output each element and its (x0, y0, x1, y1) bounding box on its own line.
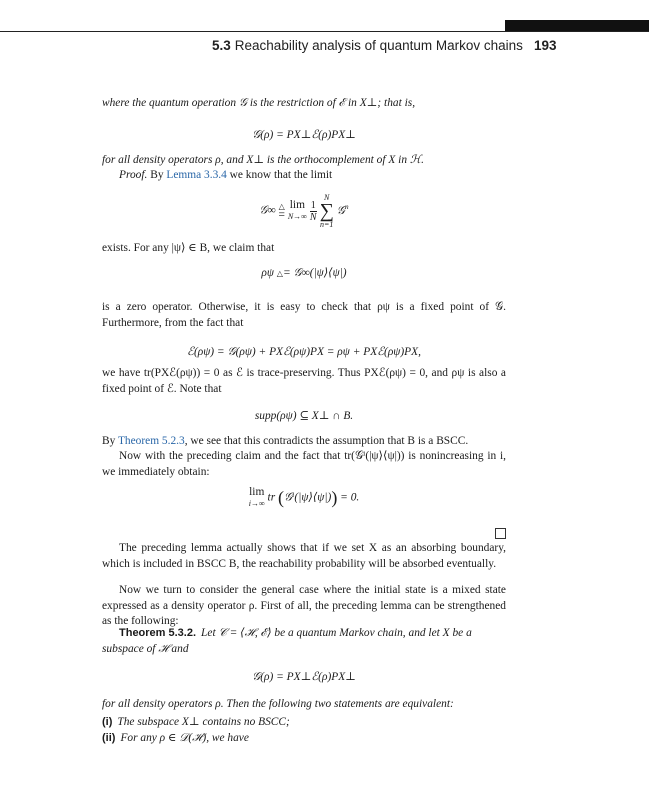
theorem-label: Theorem 5.3.2. (119, 627, 197, 639)
defined-as: △ = (278, 202, 285, 221)
para-trace: we have tr(PXℰ(ρψ)) = 0 as ℰ is trace-preserving. Thus PXℰ(ρψ) = 0, and ρψ is also a fixed point of ℰ. Note that (102, 367, 506, 395)
g-infinity: 𝒢∞ (259, 204, 276, 217)
para-exists: exists. For any |ψ⟩ ∈ B, we claim that (102, 242, 275, 254)
section-number: 5.3 (212, 38, 231, 53)
page-number: 193 (534, 38, 557, 53)
running-head (0, 38, 649, 56)
equation-g2: 𝒢(ρ) = PX⊥ℰ(ρ)PX⊥ (252, 671, 356, 683)
lemma-link[interactable]: Lemma 3.3.4 (166, 169, 227, 181)
para-density: for all density operators ρ, and X⊥ is the orthocomplement of X in ℋ. (102, 154, 424, 166)
equation-e: ℰ(ρψ) = 𝒢(ρψ) + PXℰ(ρψ)PX = ρψ + PXℰ(ρψ)PX, (187, 346, 421, 358)
proof-label: Proof. (119, 169, 148, 181)
equation-g: 𝒢(ρ) = PX⊥ℰ(ρ)PX⊥ (252, 129, 356, 141)
qed-box (495, 528, 506, 539)
section-title: Reachability analysis of quantum Markov chains (234, 38, 523, 53)
limit-operator: lim i→∞ (248, 486, 265, 508)
proof-by: By (150, 169, 164, 181)
para-now: Now with the preceding claim and the fact that tr(𝒢ⁱ(|ψ⟩⟨ψ|)) is nonincreasing in i, we immediately obtain: (102, 450, 506, 478)
para-general: Now we turn to consider the general case where the initial state is a mixed state expressed as a density operator ρ. First of all, the preceding lemma can be strengthened as the following: (102, 584, 506, 627)
proof-rest: we know that the limit (229, 169, 333, 181)
limit-operator: lim N→∞ (287, 199, 307, 221)
summation: N ∑ n=1 (319, 193, 334, 229)
para-zero: is a zero operator. Otherwise, it is easy to check that ρψ is a fixed point of 𝒢. Furthermore, from the fact that (102, 301, 506, 329)
list-item-ii: (ii) For any ρ ∈ 𝒟(ℋ), we have (102, 732, 249, 744)
equation-limit (102, 193, 506, 229)
section-heading (212, 38, 523, 53)
summand: 𝒢$^n$ (336, 201, 349, 217)
equation-supp: supp(ρψ) ⊆ X⊥ ∩ B. (254, 410, 354, 422)
para-restriction: where the quantum operation 𝒢 is the restriction of ℰ in X⊥; that is, (102, 97, 416, 109)
para-equiv: for all density operators ρ. Then the following two statements are equivalent: (102, 698, 454, 710)
theorem-5-3-2: Theorem 5.3.2. Let 𝒞 = ⟨ℋ, ℰ⟩ be a quantum Markov chain, and let X be a subspace of ℋ and (102, 627, 472, 655)
fraction: $\frac{1}{N}$ (309, 199, 317, 223)
defined-as: △ (276, 268, 283, 278)
proof-paragraph (102, 168, 506, 184)
equation-final: lim i→∞ tr (𝒢ⁱ(|ψ⟩⟨ψ|)) = 0. (248, 486, 360, 508)
equation-rho: ρψ △= 𝒢∞(|ψ⟩⟨ψ|) (261, 267, 347, 279)
para-preceding: The preceding lemma actually shows that if we set X as an absorbing boundary, which is included in BSCC B, the reachability probability will be absorbed eventually. (102, 542, 506, 570)
theorem-link[interactable]: Theorem 5.2.3 (117, 435, 185, 447)
para-theorem: By Theorem 5.2.3, we see that this contradicts the assumption that B is a BSCC. (102, 435, 469, 447)
list-item-i: (i) The subspace X⊥ contains no BSCC; (102, 716, 290, 728)
header-rule (0, 31, 649, 32)
